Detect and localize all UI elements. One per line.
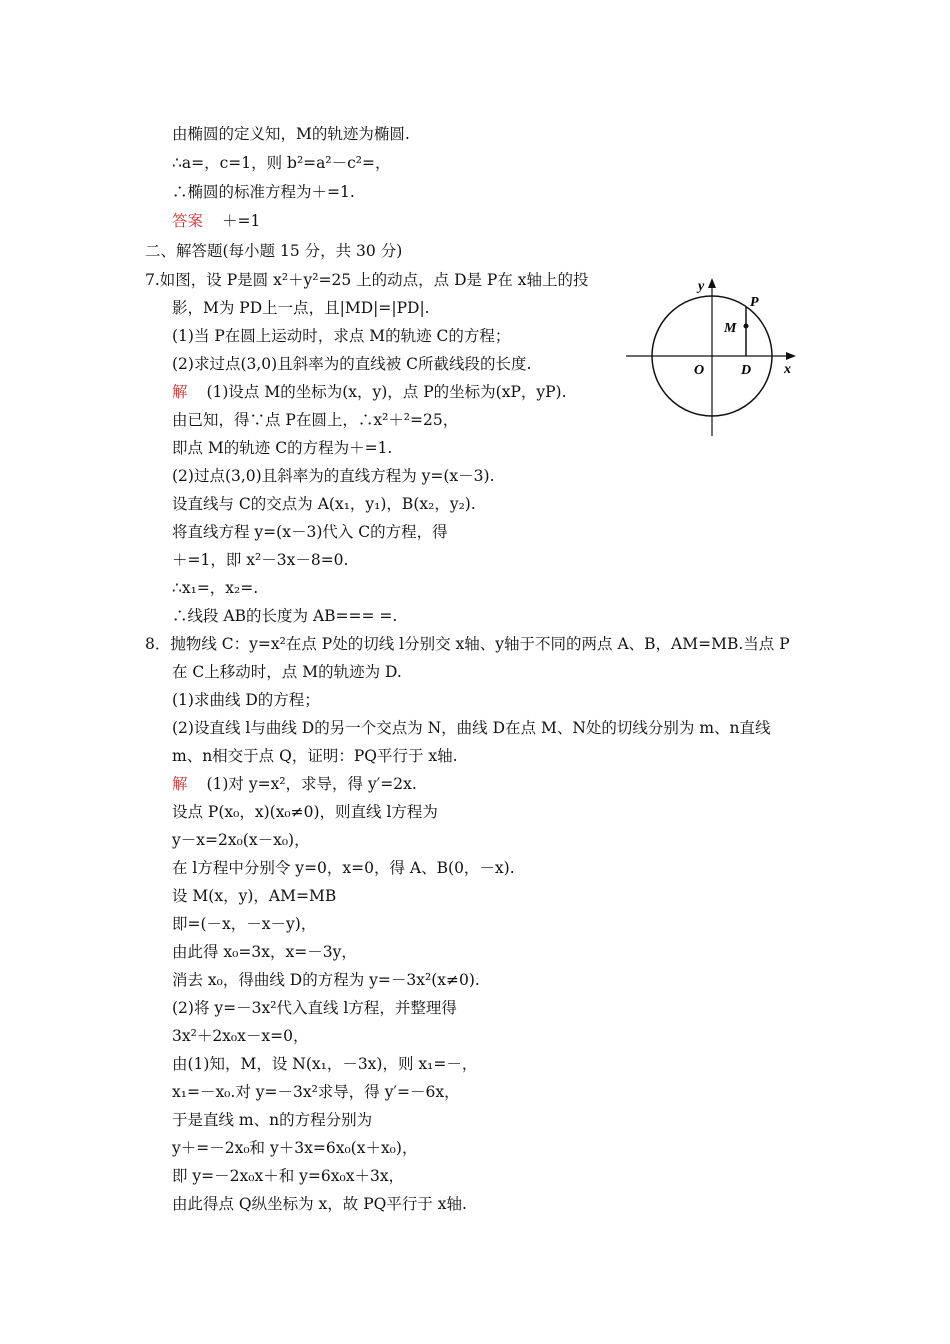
text-line-17: ∴x₁=，x₂=. (172, 579, 259, 597)
text-line-33: 3x²＋2x₀x－x=0， (172, 1027, 309, 1045)
problem7-line-1: 7.如图，设 P是圆 x²＋y²=25 上的动点，点 D是 P在 x轴上的投 (145, 271, 589, 289)
text-line-12: 即点 M的轨迹 C的方程为＋=1. (172, 439, 393, 457)
answer-label: 答案 (172, 212, 204, 230)
problem8-part2: (2)设直线 l与曲线 D的另一个交点为 N，曲线 D在点 M、N处的切线分别为 m、n直线 (172, 719, 771, 737)
text-line-18: ∴线段 AB的长度为 AB=== =. (172, 607, 398, 625)
x-axis-arrow (786, 352, 796, 360)
text-line-3: ∴椭圆的标准方程为＋=1. (172, 183, 355, 201)
section-heading: 二、解答题(每小题 15 分，共 30 分) (145, 242, 403, 260)
problem8-line-2: 在 C上移动时，点 M的轨迹为 D. (172, 663, 402, 681)
text-line-26: y－x=2x₀(x－x₀)， (172, 831, 310, 849)
problem7-part2: (2)求过点(3,0)且斜率为的直线被 C所截线段的长度. (172, 355, 532, 373)
problem8-part1: (1)求曲线 D的方程； (172, 691, 320, 709)
solution-label-2: 解 (172, 775, 188, 793)
text-line-36: 于是直线 m、n的方程分别为 (172, 1111, 373, 1129)
text-line-27: 在 l方程中分别令 y=0，x=0，得 A、B(0，－x). (172, 859, 515, 877)
text-line-32: (2)将 y=－3x²代入直线 l方程，并整理得 (172, 999, 457, 1017)
label-d: D (741, 363, 752, 378)
text-line-39: 由此得点 Q纵坐标为 x，故 PQ平行于 x轴. (172, 1195, 467, 1213)
text-line-29: 即=(－x，－x－y)， (172, 915, 317, 933)
text-line-15: 将直线方程 y=(x－3)代入 C的方程，得 (172, 523, 448, 541)
circle-figure (620, 270, 810, 440)
y-axis-arrow (708, 278, 716, 288)
text-line-1: 由椭圆的定义知，M的轨迹为椭圆. (172, 125, 410, 143)
point-m (744, 324, 749, 329)
text-line-38: 即 y=－2x₀x＋和 y=6x₀x＋3x， (172, 1167, 405, 1185)
answer-text: ＋=1 (221, 212, 261, 230)
text-line-16: ＋=1，即 x²－3x－8=0. (172, 551, 349, 569)
label-y: y (698, 279, 705, 294)
text-line-11: 由已知，得∵点 P在圆上，∴x²＋²=25， (172, 411, 459, 429)
problem8-line-1: 8．抛物线 C：y=x²在点 P处的切线 l分别交 x轴、y轴于不同的两点 A、B，AM=MB.当点 P (145, 635, 790, 653)
problem8-solution-start (172, 773, 417, 795)
text-line-25: 设点 P(x₀，x)(x₀≠0)，则直线 l方程为 (172, 803, 438, 821)
problem8-part2-cont: m、n相交于点 Q，证明：PQ平行于 x轴. (172, 747, 458, 765)
text-line-14: 设直线与 C的交点为 A(x₁，y₁)，B(x₂，y₂). (172, 495, 476, 513)
solution-label: 解 (172, 383, 188, 401)
solution-text: (1)设点 M的坐标为(x，y)，点 P的坐标为(xP，yP). (206, 383, 567, 401)
answer-line (172, 210, 260, 232)
label-o: O (694, 363, 705, 378)
text-line-13: (2)过点(3,0)且斜率为的直线方程为 y=(x－3). (172, 467, 495, 485)
text-line-28: 设 M(x，y)，AM=MB (172, 887, 337, 905)
text-line-30: 由此得 x₀=3x，x=－3y， (172, 943, 357, 961)
problem7-part1: (1)当 P在圆上运动时，求点 M的轨迹 C的方程； (172, 327, 511, 345)
label-m: M (724, 321, 737, 336)
label-p: P (750, 295, 759, 310)
text-line-31: 消去 x₀，得曲线 D的方程为 y=－3x²(x≠0). (172, 971, 480, 989)
problem7-solution-start (172, 381, 567, 403)
text-line-2: ∴a=，c=1，则 b²=a²－c²=， (172, 154, 391, 172)
text-line-35: x₁=－x₀.对 y=－3x²求导，得 y′=－6x， (172, 1083, 460, 1101)
solution-text-2: (1)对 y=x²，求导，得 y′=2x. (206, 775, 417, 793)
text-line-34: 由(1)知，M，设 N(x₁，－3x)，则 x₁=－， (172, 1055, 478, 1073)
text-line-37: y＋=－2x₀和 y＋3x=6x₀(x＋x₀)， (172, 1139, 418, 1157)
label-x: x (784, 362, 791, 377)
problem7-line-2: 影，M为 PD上一点，且|MD|=|PD|. (172, 299, 430, 317)
